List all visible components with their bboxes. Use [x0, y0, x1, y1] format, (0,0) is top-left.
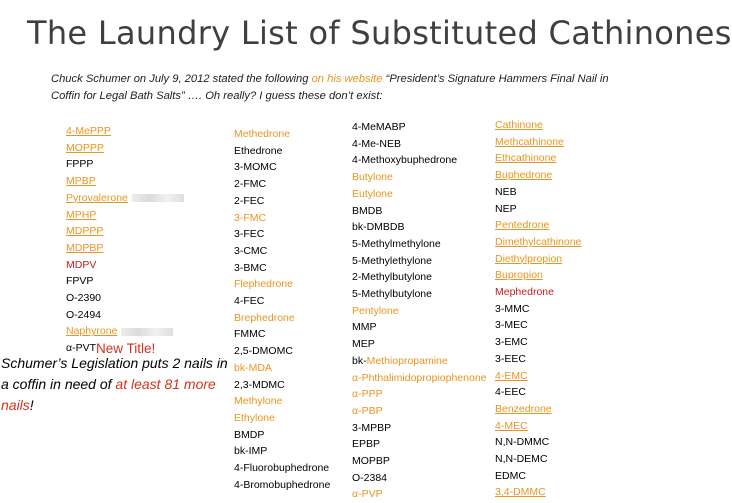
- compound-name: 2-FMC: [234, 178, 267, 191]
- compound-name: α-PVT: [66, 342, 96, 355]
- compound-item: [495, 451, 581, 468]
- compound-name: 3-MMC: [495, 302, 530, 315]
- compound-link[interactable]: Buphedrone: [495, 169, 553, 182]
- compound-name: MMP: [352, 321, 377, 334]
- compound-item: [234, 326, 330, 343]
- compound-name: 2-FEC: [234, 194, 265, 207]
- compound-name: 3-CMC: [234, 244, 268, 257]
- compound-name: FPVP: [66, 275, 94, 288]
- compound-item: [234, 477, 330, 494]
- compound-item: [352, 370, 487, 387]
- compound-name: Eutylone: [352, 187, 393, 200]
- legislation-emphasis: at least 81 more nails: [1, 376, 216, 413]
- compound-item: [66, 273, 184, 290]
- compound-item: [234, 193, 330, 210]
- compound-link[interactable]: Diethylpropion: [495, 252, 563, 265]
- compound-item: [234, 310, 330, 327]
- compound-item: [352, 119, 487, 136]
- compound-item: [234, 126, 330, 143]
- compound-item: [66, 290, 184, 307]
- compound-name: 4-Fluorobuphedrone: [234, 462, 330, 475]
- compound-item[interactable]: [495, 484, 581, 501]
- compound-name: bk-MDA: [234, 361, 272, 374]
- compound-item[interactable]: [495, 150, 581, 167]
- compound-name: 4-EEC: [495, 386, 526, 399]
- compound-name: 5-Methylethylone: [352, 254, 432, 267]
- compound-item: [234, 159, 330, 176]
- compound-name: α-PBP: [352, 404, 383, 417]
- compound-name: EPBP: [352, 438, 381, 451]
- compound-item[interactable]: [495, 418, 581, 435]
- compound-link[interactable]: Methcathinone: [495, 135, 564, 148]
- compound-link[interactable]: Pentedrone: [495, 219, 550, 232]
- new-title-label: New Title!: [96, 341, 156, 356]
- compound-item: [234, 427, 330, 444]
- compound-link[interactable]: Dimethylcathinone: [495, 235, 582, 248]
- compound-item: [352, 169, 487, 186]
- compound-item: [352, 236, 487, 253]
- compound-name: 3-EEC: [495, 352, 526, 365]
- compound-item[interactable]: [495, 267, 581, 284]
- blurred-annotation: [121, 328, 173, 336]
- compound-item: [352, 219, 487, 236]
- compound-name: α-Phthalimidopropiophenone: [352, 371, 487, 384]
- compound-name: 3-FEC: [234, 228, 265, 241]
- compound-name: 3-FMC: [234, 211, 267, 224]
- compound-name: 4-FEC: [234, 295, 265, 308]
- compound-prefix: bk-: [352, 354, 367, 367]
- compound-item[interactable]: [495, 117, 581, 134]
- compound-item: [352, 403, 487, 420]
- compound-item: [495, 351, 581, 368]
- intro-text: [51, 71, 621, 105]
- compound-name: bk-IMP: [234, 445, 268, 458]
- compound-item[interactable]: [66, 123, 184, 140]
- compound-name: BMDB: [352, 204, 383, 217]
- compound-item: [234, 176, 330, 193]
- compound-link[interactable]: MOPPP: [66, 141, 104, 154]
- compound-name: O-2384: [352, 471, 388, 484]
- compound-item: [352, 152, 487, 169]
- compound-name: EDMC: [495, 469, 526, 482]
- compound-name: FMMC: [234, 328, 266, 341]
- compound-name: 2,5-DMOMC: [234, 345, 293, 358]
- compound-item[interactable]: [495, 251, 581, 268]
- compound-name: α-PPP: [352, 388, 383, 401]
- compound-item: [234, 293, 330, 310]
- compound-item: [352, 353, 487, 370]
- compound-name: 5-Methylbutylone: [352, 288, 432, 301]
- compound-link[interactable]: Naphyrone: [66, 325, 118, 338]
- compound-item: [352, 286, 487, 303]
- legislation-text: [1, 353, 231, 416]
- compound-item: [352, 253, 487, 270]
- compound-name: 3-BMC: [234, 261, 267, 274]
- compound-name: BMDP: [234, 428, 265, 441]
- compound-item[interactable]: [66, 173, 184, 190]
- compound-item: [234, 210, 330, 227]
- compound-name: MEP: [352, 338, 375, 351]
- compound-link[interactable]: Ethcathinone: [495, 152, 557, 165]
- compound-item[interactable]: [66, 207, 184, 224]
- compound-item[interactable]: [66, 223, 184, 240]
- compound-name: N,N-DMMC: [495, 436, 550, 449]
- compound-name: 3-MEC: [495, 319, 528, 332]
- cathinone-column-3: [352, 119, 487, 503]
- compound-link[interactable]: MPHP: [66, 208, 97, 221]
- compound-item: [66, 307, 184, 324]
- compound-name: 4-Bromobuphedrone: [234, 478, 331, 491]
- cathinone-column-4: [495, 117, 581, 501]
- compound-name: Ethedrone: [234, 144, 283, 157]
- compound-link[interactable]: Benzedrone: [495, 402, 552, 415]
- compound-link[interactable]: Pyrovalerone: [66, 191, 128, 204]
- legislation-part1: Schumer’s Legislation puts 2 nails in a coffin in need of: [1, 355, 228, 392]
- legislation-part2: !: [29, 397, 34, 413]
- compound-name: 4-MeMABP: [352, 121, 406, 133]
- compound-item: [234, 243, 330, 260]
- compound-link[interactable]: MPBP: [66, 175, 96, 188]
- compound-item: [495, 384, 581, 401]
- cathinone-column-1: [66, 123, 184, 357]
- compound-item: [352, 319, 487, 336]
- compound-name: 3-MOMC: [234, 161, 277, 174]
- compound-link[interactable]: Cathinone: [495, 119, 543, 131]
- compound-item: [352, 303, 487, 320]
- compound-name: Butylone: [352, 171, 393, 184]
- intro-website-link[interactable]: on his website: [311, 73, 383, 85]
- compound-item[interactable]: [495, 234, 581, 251]
- compound-name: MOPBP: [352, 455, 390, 468]
- compound-name: 2-Methylbutylone: [352, 271, 432, 284]
- compound-name: 5-Methylmethylone: [352, 237, 441, 250]
- compound-link[interactable]: Bupropion: [495, 269, 543, 282]
- compound-item: [352, 436, 487, 453]
- compound-name: 3-EMC: [495, 336, 528, 349]
- compound-item[interactable]: [66, 240, 184, 257]
- compound-link[interactable]: MDPBP: [66, 241, 104, 254]
- compound-name: Pentylone: [352, 304, 399, 317]
- compound-item: [495, 468, 581, 485]
- compound-item: [352, 136, 487, 153]
- compound-item: [495, 301, 581, 318]
- intro-part2: “President’s Signature Hammers Final Nail in Coffin for Legal Bath Salts” …. Oh really? I guess these don’t exist:: [51, 73, 609, 102]
- compound-item: [352, 486, 487, 503]
- compound-item[interactable]: [495, 368, 581, 385]
- compound-name: 2,3-MDMC: [234, 378, 285, 391]
- compound-item[interactable]: [495, 401, 581, 418]
- compound-item: [495, 434, 581, 451]
- compound-item: [234, 343, 330, 360]
- compound-item[interactable]: [66, 140, 184, 157]
- compound-name: O-2390: [66, 292, 102, 305]
- compound-item: [234, 360, 330, 377]
- compound-item[interactable]: [66, 190, 184, 207]
- compound-item: [234, 276, 330, 293]
- compound-item: [234, 260, 330, 277]
- compound-name: MDPV: [66, 258, 97, 271]
- compound-item: [352, 269, 487, 286]
- compound-name: Ethylone: [234, 411, 275, 424]
- compound-name: N,N-DEMC: [495, 453, 548, 466]
- compound-name: Methiopropamine: [366, 354, 448, 367]
- compound-item: [495, 201, 581, 218]
- compound-name: α-PVP: [352, 488, 383, 501]
- blurred-annotation: [132, 194, 184, 202]
- compound-item[interactable]: [495, 217, 581, 234]
- compound-item: [352, 386, 487, 403]
- compound-item: [352, 470, 487, 487]
- compound-link[interactable]: MDPPP: [66, 225, 104, 238]
- compound-item: [234, 377, 330, 394]
- compound-item: [352, 420, 487, 437]
- compound-item: [495, 334, 581, 351]
- compound-name: bk-DMBDB: [352, 221, 405, 234]
- cathinone-column-2: [234, 126, 330, 493]
- compound-name: Methylone: [234, 395, 283, 408]
- compound-name: 3-MPBP: [352, 421, 392, 434]
- compound-item: [234, 143, 330, 160]
- compound-name: NEB: [495, 185, 517, 198]
- compound-name: NEP: [495, 202, 517, 215]
- compound-item: [495, 184, 581, 201]
- compound-item: [495, 317, 581, 334]
- compound-link[interactable]: 4-MEC: [495, 419, 528, 432]
- compound-item: [234, 393, 330, 410]
- compound-item: [234, 226, 330, 243]
- compound-name: Flephedrone: [234, 278, 293, 291]
- compound-name: FPPP: [66, 158, 94, 171]
- compound-name: 4-Me-NEB: [352, 137, 402, 150]
- compound-item[interactable]: [495, 134, 581, 151]
- compound-link[interactable]: 3,4-DMMC: [495, 486, 546, 499]
- compound-item[interactable]: [495, 167, 581, 184]
- compound-link[interactable]: 4-EMC: [495, 369, 528, 382]
- compound-name: O-2494: [66, 308, 102, 321]
- compound-item: [352, 186, 487, 203]
- slide-title: The Laundry List of Substituted Cathinones: [27, 14, 732, 52]
- intro-part1: Chuck Schumer on July 9, 2012 stated the following: [51, 73, 312, 85]
- compound-item[interactable]: [66, 323, 184, 340]
- compound-item: [352, 203, 487, 220]
- compound-name: Methedrone: [234, 128, 291, 140]
- compound-item: [234, 443, 330, 460]
- compound-name: 4-Methoxybuphedrone: [352, 154, 458, 167]
- compound-item: [495, 284, 581, 301]
- compound-item: [234, 460, 330, 477]
- compound-item: [352, 336, 487, 353]
- compound-name: Mephedrone: [495, 286, 554, 299]
- compound-item: [66, 257, 184, 274]
- compound-item: [66, 156, 184, 173]
- compound-name: Brephedrone: [234, 311, 295, 324]
- compound-link[interactable]: 4-MePPP: [66, 125, 111, 137]
- compound-item: [234, 410, 330, 427]
- compound-item: [352, 453, 487, 470]
